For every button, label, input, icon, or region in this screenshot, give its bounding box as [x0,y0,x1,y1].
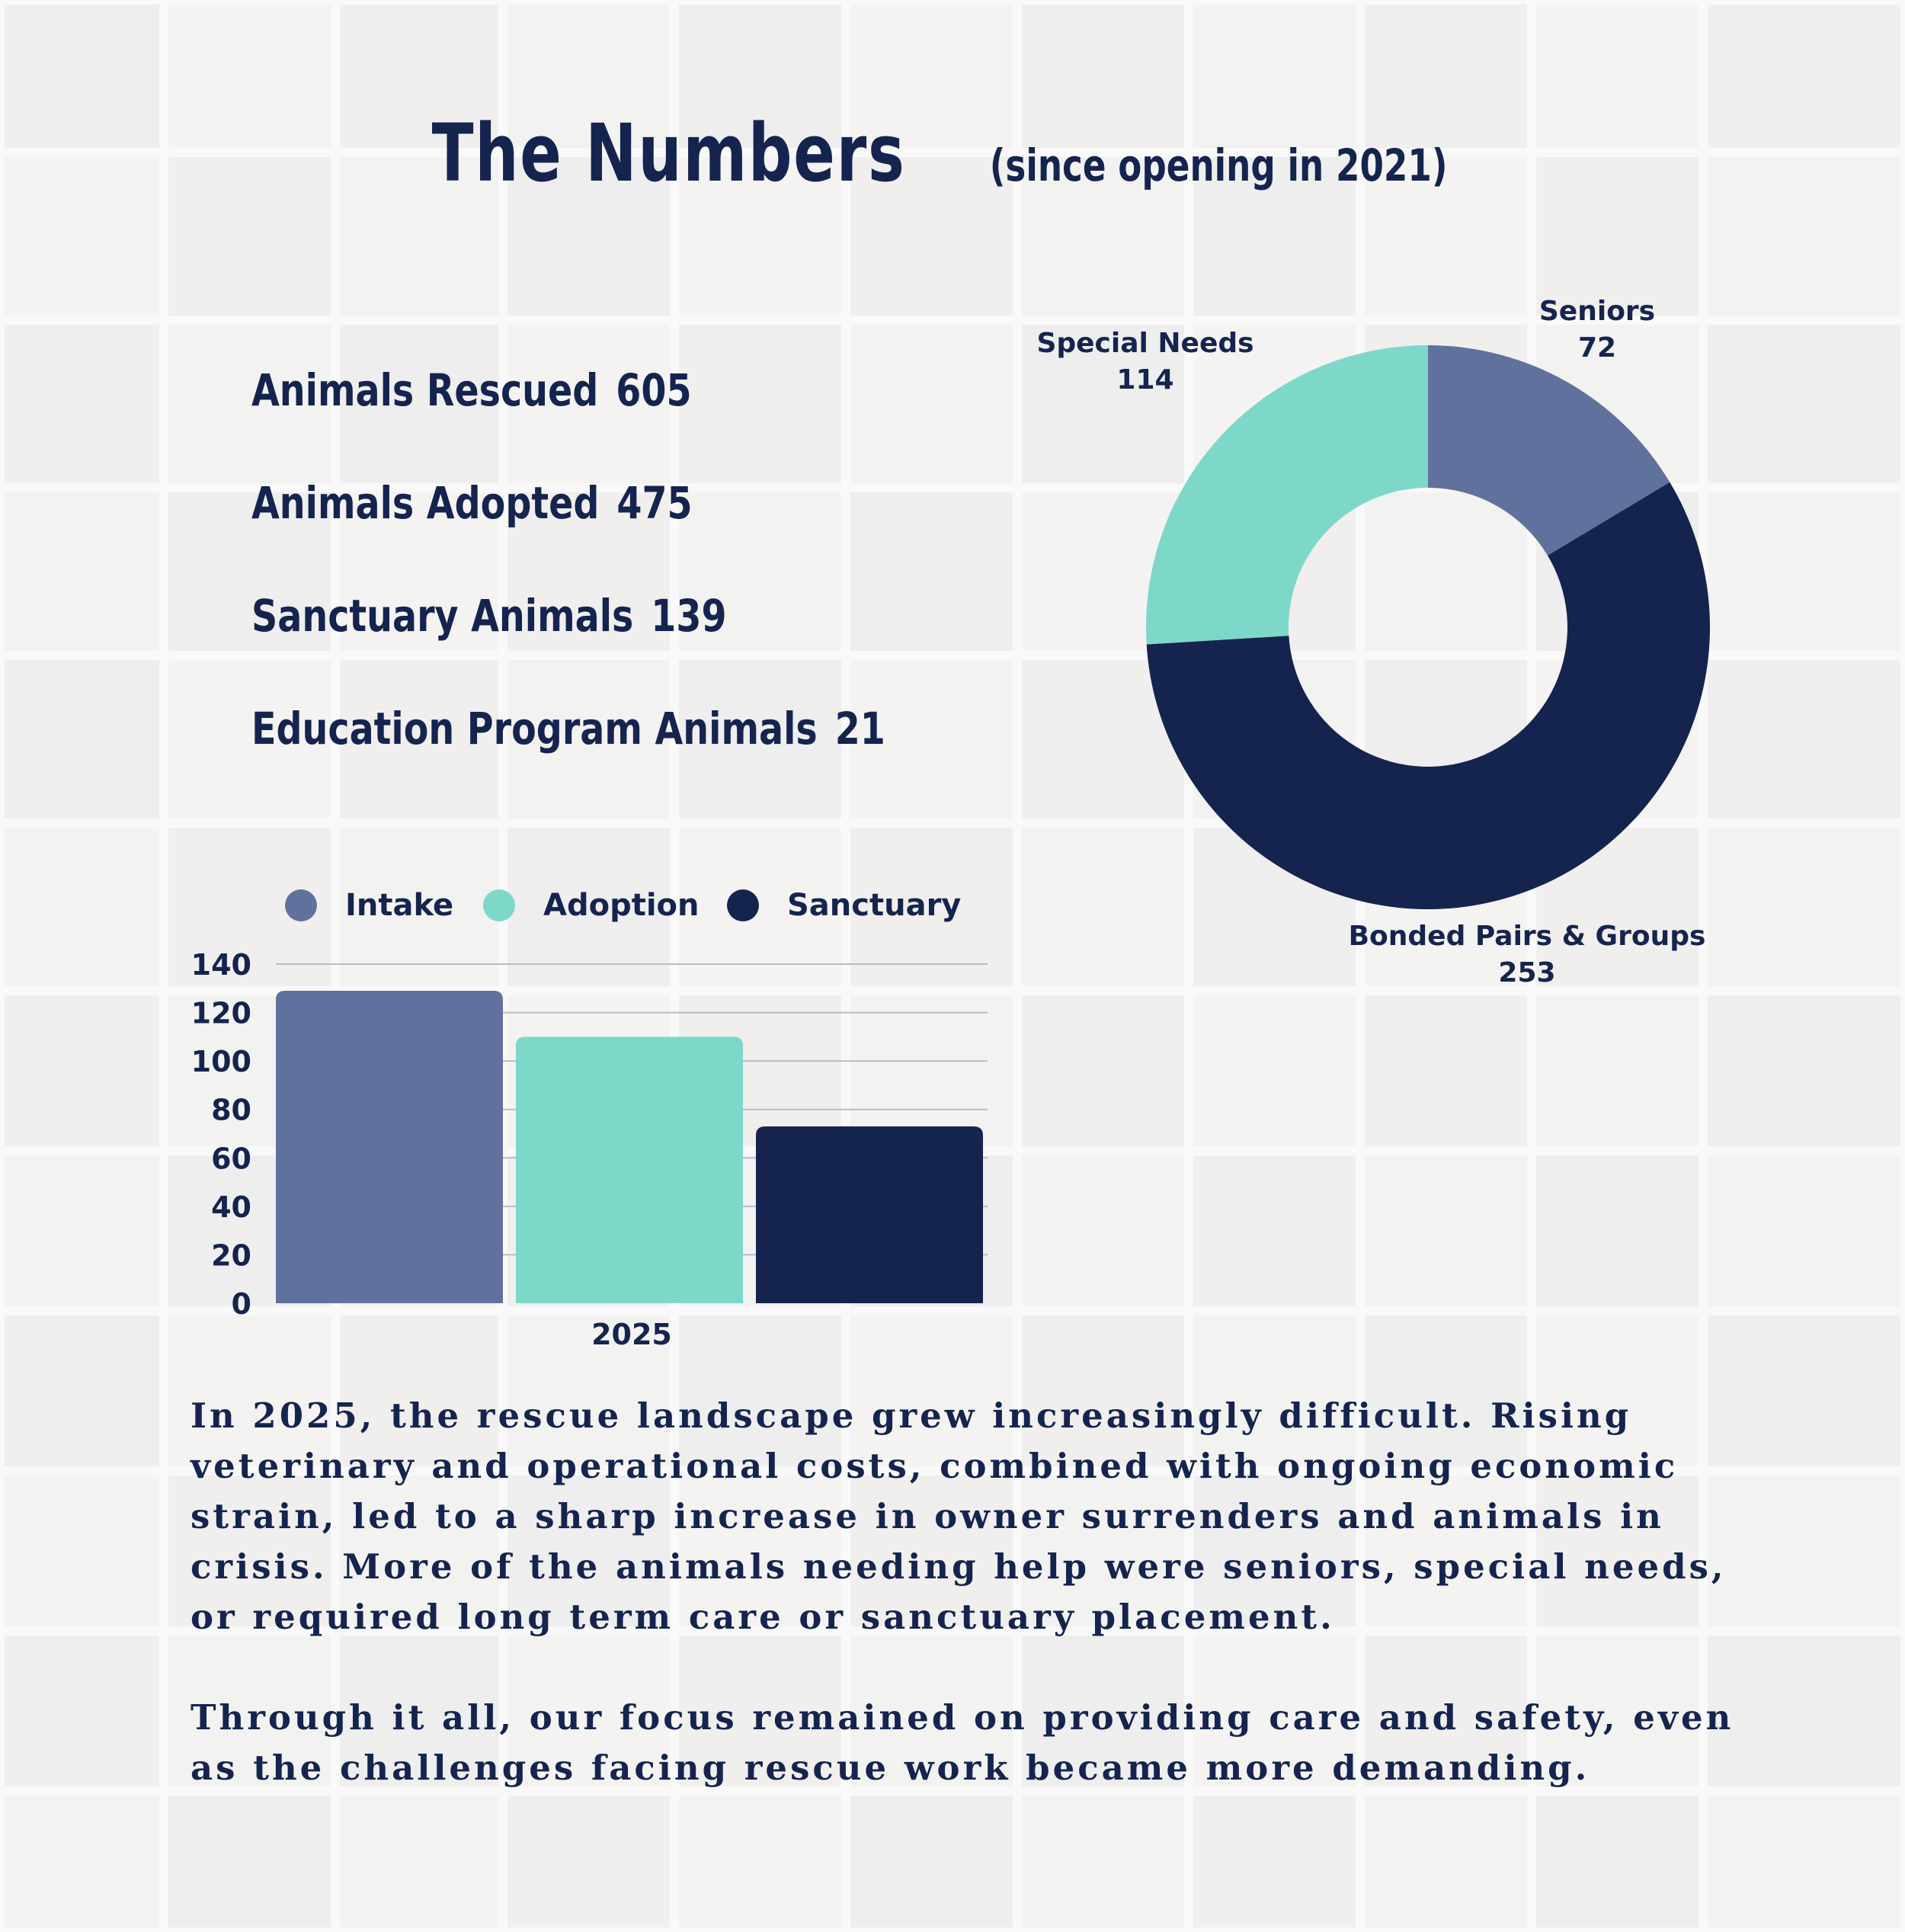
narrative-paragraph-1: In 2025, the rescue landscape grew increasingly difficult. Rising veterinary and operational costs, combined with ongoing economic strain, led to a sharp increase in owner surrenders and animals in crisis. More of the animals needing help were seniors, special needs, or required long term care or sanctuary placement. [190,1395,1727,1637]
legend-label: Sanctuary [787,888,962,923]
y-tick-label: 20 [211,1238,251,1273]
legend-label: Intake [345,888,454,923]
donut-slice-label: Seniors [1538,296,1656,327]
y-tick-label: 100 [190,1045,251,1079]
narrative-paragraph-2: Through it all, our focus remained on providing care and safety, even as the challenges facing rescue work became more demanding. [190,1697,1734,1788]
stat-value: 139 [651,590,727,642]
stat-label: Animals Adopted [251,477,600,529]
page-title: The Numbers [431,107,906,200]
stat-label: Animals Rescued [251,364,599,416]
donut-slice-label: Bonded Pairs & Groups [1348,921,1706,952]
y-tick-label: 80 [211,1093,251,1127]
x-tick-label: 2025 [591,1318,672,1351]
stat-label: Sanctuary Animals [251,590,634,642]
y-tick-label: 40 [211,1190,251,1224]
bar-sanctuary [756,1126,983,1303]
stat-label: Education Program Animals [251,703,818,755]
y-tick-label: 140 [190,948,251,982]
legend-swatch [727,889,759,921]
y-tick-label: 120 [190,996,251,1030]
legend-label: Adoption [543,888,700,923]
y-tick-label: 0 [231,1287,251,1321]
stat-value: 21 [834,703,885,755]
legend-swatch [483,889,515,921]
stat-value: 475 [616,477,693,529]
donut-slice-value: 72 [1577,332,1617,364]
donut-slice [1146,345,1428,644]
donut-slice-value: 253 [1498,957,1556,988]
narrative-text [190,1391,1753,1844]
stat-value: 605 [616,364,692,416]
donut-slice-label: Special Needs [1036,328,1254,359]
page-subtitle: (since opening in 2021) [989,139,1448,191]
bar-intake [276,991,503,1303]
legend-swatch [285,889,317,921]
y-tick-label: 60 [211,1142,251,1176]
donut-slice-value: 114 [1116,364,1174,396]
bar-adoption [516,1036,743,1303]
